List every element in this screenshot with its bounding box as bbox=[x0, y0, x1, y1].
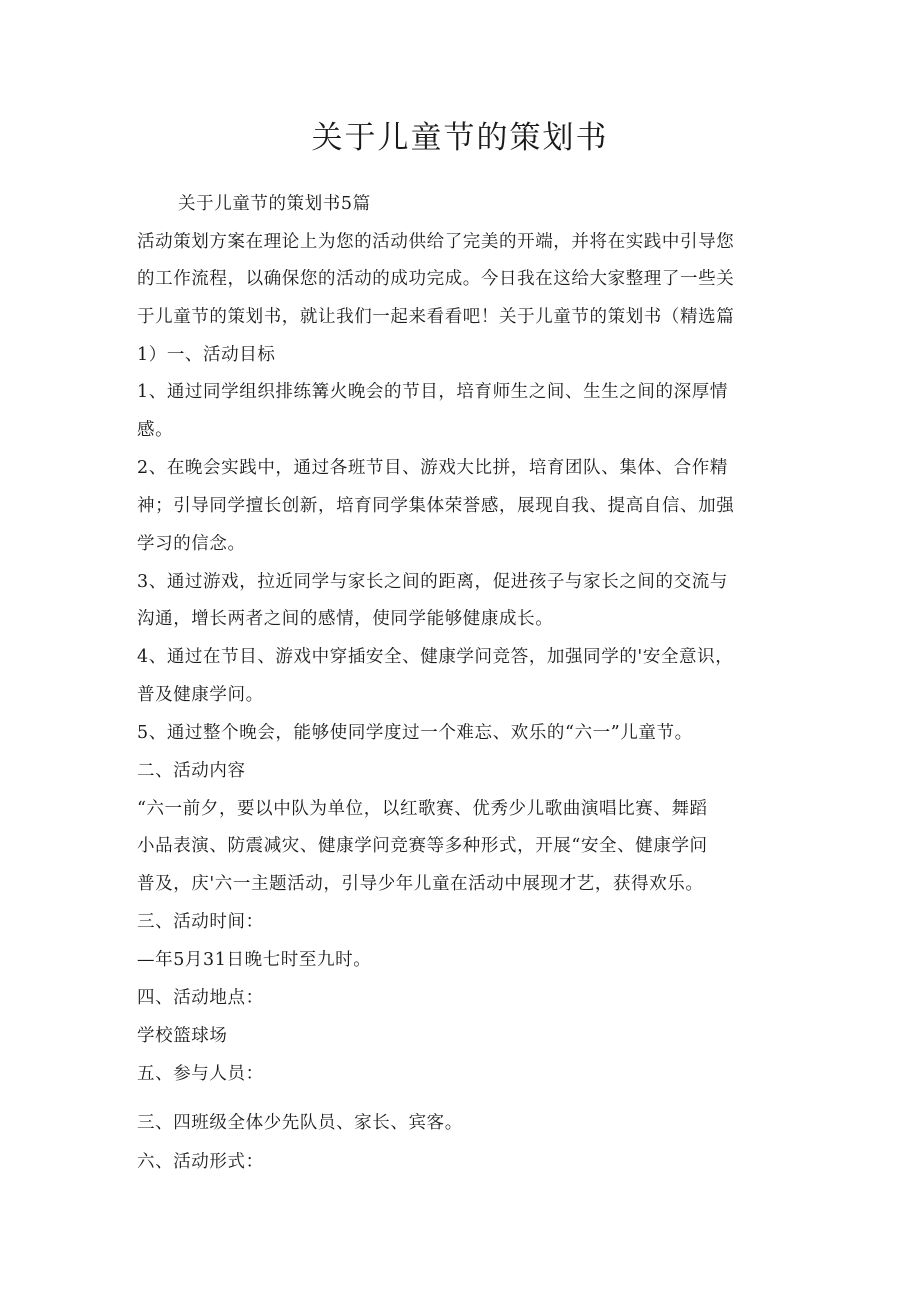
subtitle-line: 关于儿童节的策划书5篇 bbox=[178, 194, 371, 214]
section-heading: 四、活动地点： bbox=[137, 988, 264, 1008]
paragraph-line: 普及，庆'六一主题活动，引导少年儿童在活动中展现才艺，获得欢乐。 bbox=[137, 874, 704, 894]
paragraph-line: 4、通过在节目、游戏中穿插安全、健康学问竞答，加强同学的'安全意识， bbox=[137, 647, 734, 667]
paragraph-line: 沟通，增长两者之间的感情，使同学能够健康成长。 bbox=[137, 609, 554, 629]
paragraph-line: 2、在晚会实践中，通过各班节目、游戏大比拼，培育团队、集体、合作精 bbox=[137, 458, 728, 478]
paragraph-line: 1、通过同学组织排练篝火晚会的节目，培育师生之间、生生之间的深厚情 bbox=[137, 382, 728, 402]
section-heading: 六、活动形式： bbox=[137, 1152, 264, 1172]
paragraph-line: 学校篮球场 bbox=[137, 1026, 228, 1046]
paragraph-line: 三、四班级全体少先队员、家长、宾客。 bbox=[137, 1113, 463, 1133]
section-heading: 三、活动时间： bbox=[137, 912, 264, 932]
page-title: 关于儿童节的策划书 bbox=[311, 120, 609, 156]
section-heading: 二、活动内容 bbox=[137, 761, 246, 781]
paragraph-line: 的工作流程，以确保您的活动的成功完成。今日我在这给大家整理了一些关 bbox=[137, 269, 735, 289]
paragraph-line: “六一前夕，要以中队为单位，以红歌赛、优秀少儿歌曲演唱比赛、舞蹈 bbox=[137, 799, 708, 819]
paragraph-line: 神；引导同学擅长创新，培育同学集体荣誉感，展现自我、提高自信、加强 bbox=[137, 496, 735, 516]
paragraph-line: 感。 bbox=[137, 420, 174, 440]
paragraph-line: 学习的信念。 bbox=[137, 534, 246, 554]
paragraph-line: 1）一、活动目标 bbox=[137, 345, 276, 365]
paragraph-line: 于儿童节的策划书，就让我们一起来看看吧！关于儿童节的策划书（精选篇 bbox=[137, 307, 735, 327]
section-heading: 五、参与人员： bbox=[137, 1064, 264, 1084]
paragraph-line: 活动策划方案在理论上为您的活动供给了完美的开端，并将在实践中引导您 bbox=[137, 232, 735, 252]
paragraph-line: 5、通过整个晚会，能够使同学度过一个难忘、欢乐的“六一”儿童节。 bbox=[137, 723, 693, 743]
paragraph-line: 普及健康学问。 bbox=[137, 685, 264, 705]
paragraph-line: 小品表演、防震减灾、健康学问竞赛等多种形式，开展“安全、健康学问 bbox=[137, 836, 708, 856]
paragraph-line: 3、通过游戏，拉近同学与家长之间的距离，促进孩子与家长之间的交流与 bbox=[137, 572, 728, 592]
paragraph-line: —年5月31日晚七时至九时。 bbox=[137, 950, 372, 970]
